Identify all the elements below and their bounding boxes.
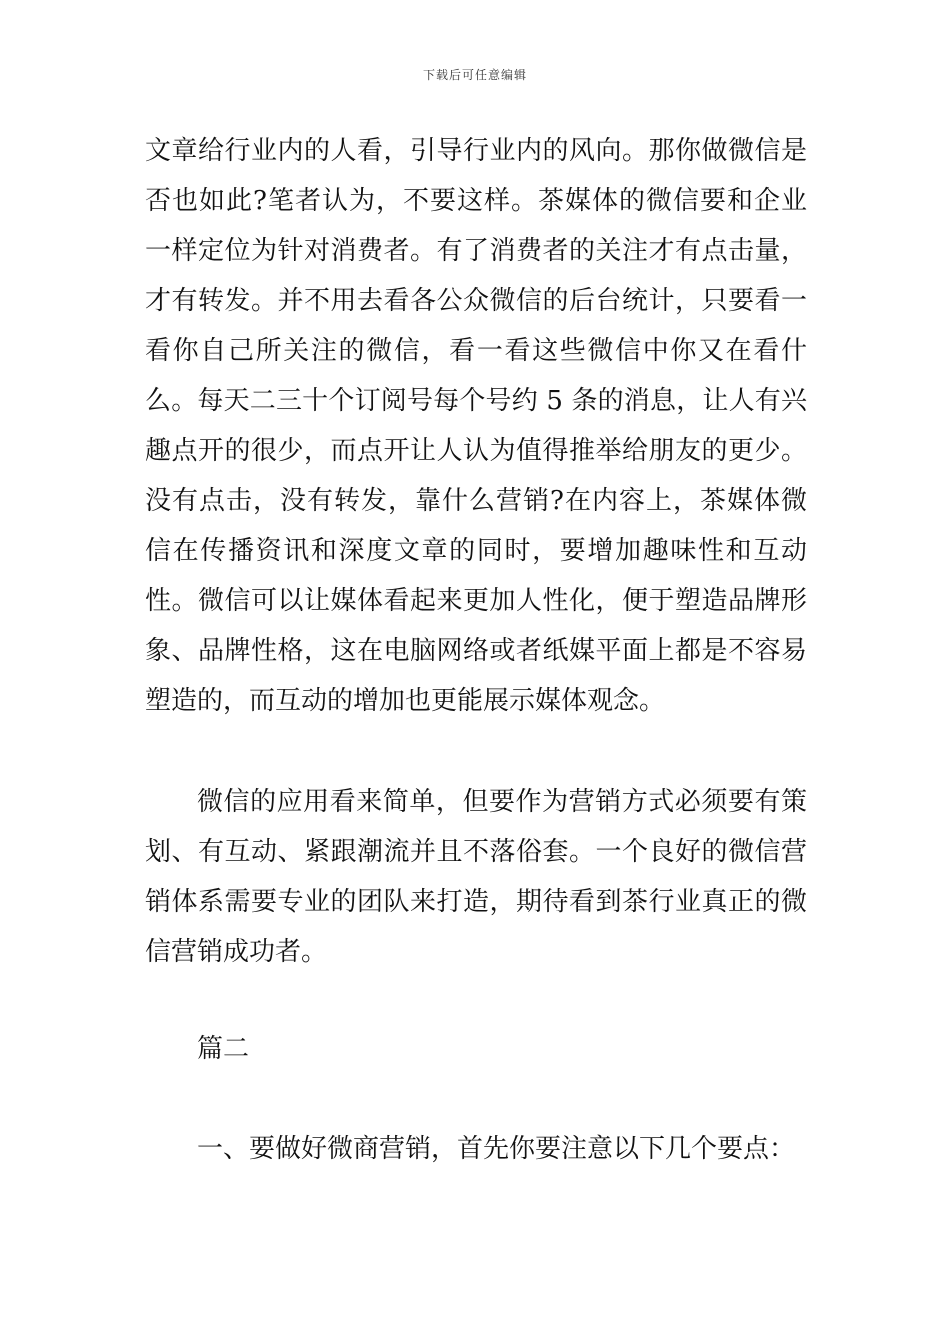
body-paragraph-1: 文章给行业内的人看，引导行业内的风向。那你做微信是否也如此?笔者认为，不要这样。茶媒体的微信要和企业一样定位为针对消费者。有了消费者的关注才有点击量，才有转发。并不用去看各公众微信的后台统计，只要看一看你自己所关注的微信，看一看这些微信中你又在看什么。每天二三十个订阅号每个号约 5 条的消息，让人有兴趣点开的很少，而点开让人认为值得推举给朋友的更少。没有点击，没有转发，靠什么营销?在内容上，茶媒体微信在传播资讯和深度文章的同时，要增加趣味性和互动性。微信可以让媒体看起来更加人性化，便于塑造品牌形象、品牌性格，这在电脑网络或者纸媒平面上都是不容易塑造的，而互动的增加也更能展示媒体观念。 [145,136,807,716]
section-heading: 篇二 [197,1034,250,1064]
point-heading-1: 一、要做好微商营销，首先你要注意以下几个要点： [197,1134,796,1164]
header-note: 下载后可任意编辑 [422,68,527,82]
body-paragraph-2: 微信的应用看来简单，但要作为营销方式必须要有策划、有互动、紧跟潮流并且不落俗套。一个良好的微信营销体系需要专业的团队来打造，期待看到茶行业真正的微信营销成功者。 [145,787,807,967]
